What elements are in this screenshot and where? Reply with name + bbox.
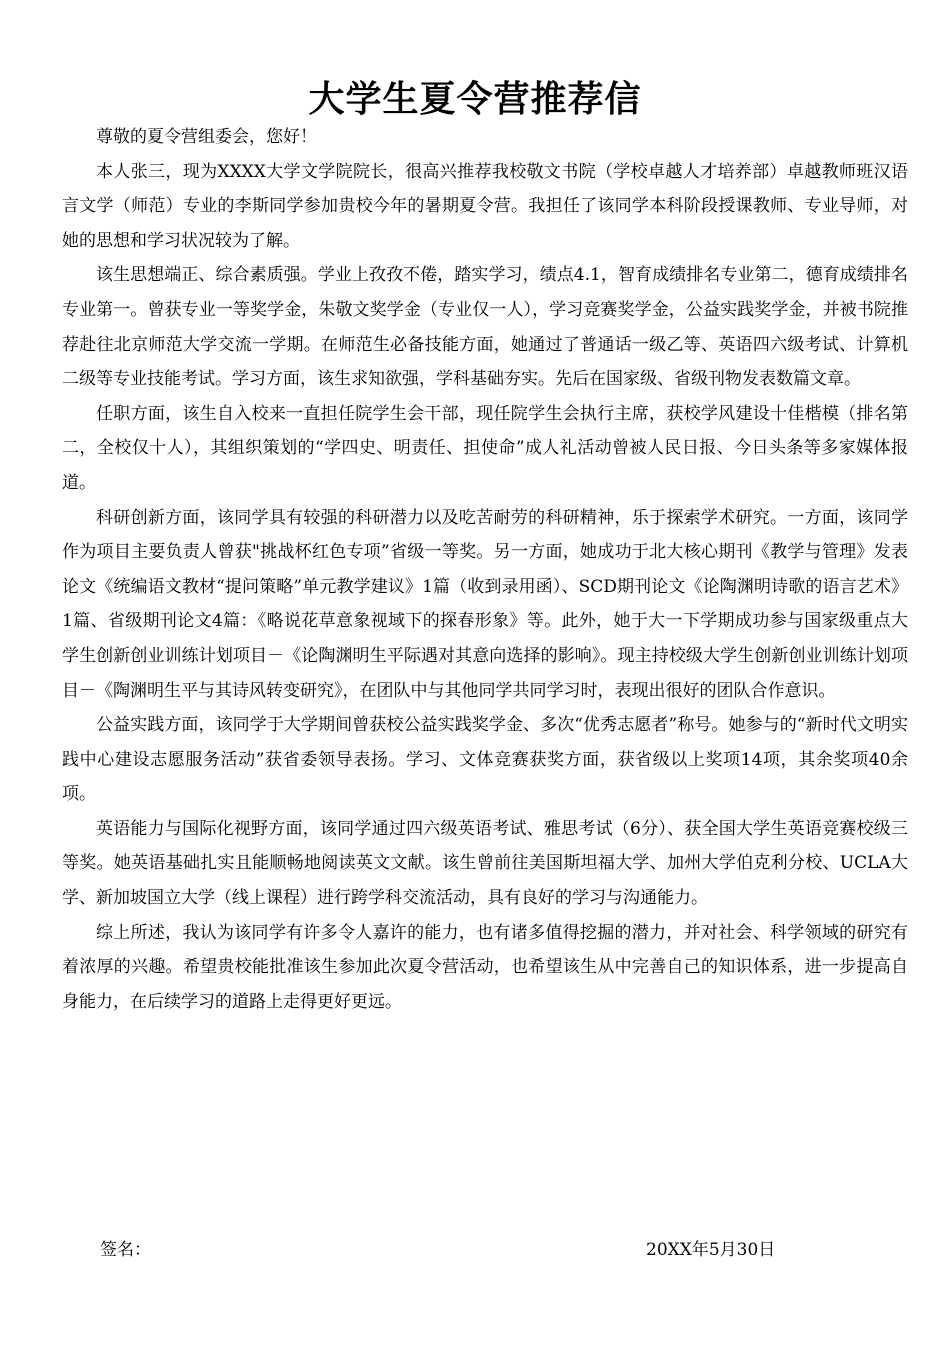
letter-body	[62, 120, 908, 1019]
paragraph-introduction: 本人张三，现为XXXX大学文学院院长，很高兴推荐我校敬文书院（学校卓越人才培养部）卓越教师班汉语言文学（师范）专业的李斯同学参加贵校今年的暑期夏令营。我担任了该同学本科阶段授课教师、专业导师，对她的思想和学习状况较为了解。	[62, 161, 908, 251]
signature-label: 签名：	[100, 1240, 151, 1260]
paragraph-academics: 该生思想端正、综合素质强。学业上孜孜不倦，踏实学习，绩点4.1，智育成绩排名专业第二，德育成绩排名专业第一。曾获专业一等奖学金，朱敬文奖学金（专业仅一人），学习竞赛奖学金，公益实践奖学金，并被书院推荐赴往北京师范大学交流一学期。在师范生必备技能方面，她通过了普通话一级乙等、英语四六级考试、计算机二级等专业技能考试。学习方面，该生求知欲强，学科基础夯实。先后在国家级、省级刊物发表数篇文章。	[62, 265, 908, 390]
paragraph-volunteering: 公益实践方面，该同学于大学期间曾获校公益实践奖学金、多次“优秀志愿者”称号。她参与的“新时代文明实践中心建设志愿服务活动”获省委领导表扬。学习、文体竞赛获奖方面，获省级以上奖项14项，其余奖项40余项。	[62, 715, 908, 805]
letter-date: 20XX年5月30日	[646, 1240, 776, 1260]
document-title: 大学生夏令营推荐信	[308, 79, 642, 120]
paragraph-research: 科研创新方面，该同学具有较强的科研潜力以及吃苦耐劳的科研精神，乐于探索学术研究。一方面，该同学作为项目主要负责人曾获"挑战杯红色专项”省级一等奖。另一方面，她成功于北大核心期刊《教学与管理》发表论文《统编语文教材“提问策略”单元教学建议》1篇（收到录用函）、SCD期刊论文《论陶渊明诗歌的语言艺术》1篇、省级期刊论文4篇：《略说花草意象视域下的探春形象》等。此外，她于大一下学期成功参与国家级重点大学生创新创业训练计划项目－《论陶渊明生平际遇对其意向选择的影响》。现主持校级大学生创新创业训练计划项目－《陶渊明生平与其诗风转变研究》，在团队中与其他同学共同学习时，表现出很好的团队合作意识。	[62, 507, 908, 701]
paragraph-conclusion: 综上所述，我认为该同学有许多令人嘉许的能力，也有诸多值得挖掘的潜力，并对社会、科学领域的研究有着浓厚的兴趣。希望贵校能批准该生参加此次夏令营活动，也希望该生从中完善自己的知识体系，进一步提高自身能力，在后续学习的道路上走得更好更远。	[62, 922, 908, 1012]
paragraph-english-ability: 英语能力与国际化视野方面，该同学通过四六级英语考试、雅思考试（6分）、获全国大学生英语竞赛校级三等奖。她英语基础扎实且能顺畅地阅读英文文献。该生曾前往美国斯坦福大学、加州大学伯克利分校、UCLA大学、新加坡国立大学（线上课程）进行跨学科交流活动，具有良好的学习与沟通能力。	[62, 818, 908, 909]
signature-row	[100, 1235, 800, 1265]
salutation: 尊敬的夏令营组委会，您好！	[96, 127, 317, 147]
paragraph-leadership: 任职方面，该生自入校来一直担任院学生会干部，现任院学生会执行主席，获校学风建设十佳楷模（排名第二，全校仅十人），其组织策划的“学四史、明责任、担使命”成人礼活动曾被人民日报、今日头条等多家媒体报道。	[62, 403, 908, 493]
